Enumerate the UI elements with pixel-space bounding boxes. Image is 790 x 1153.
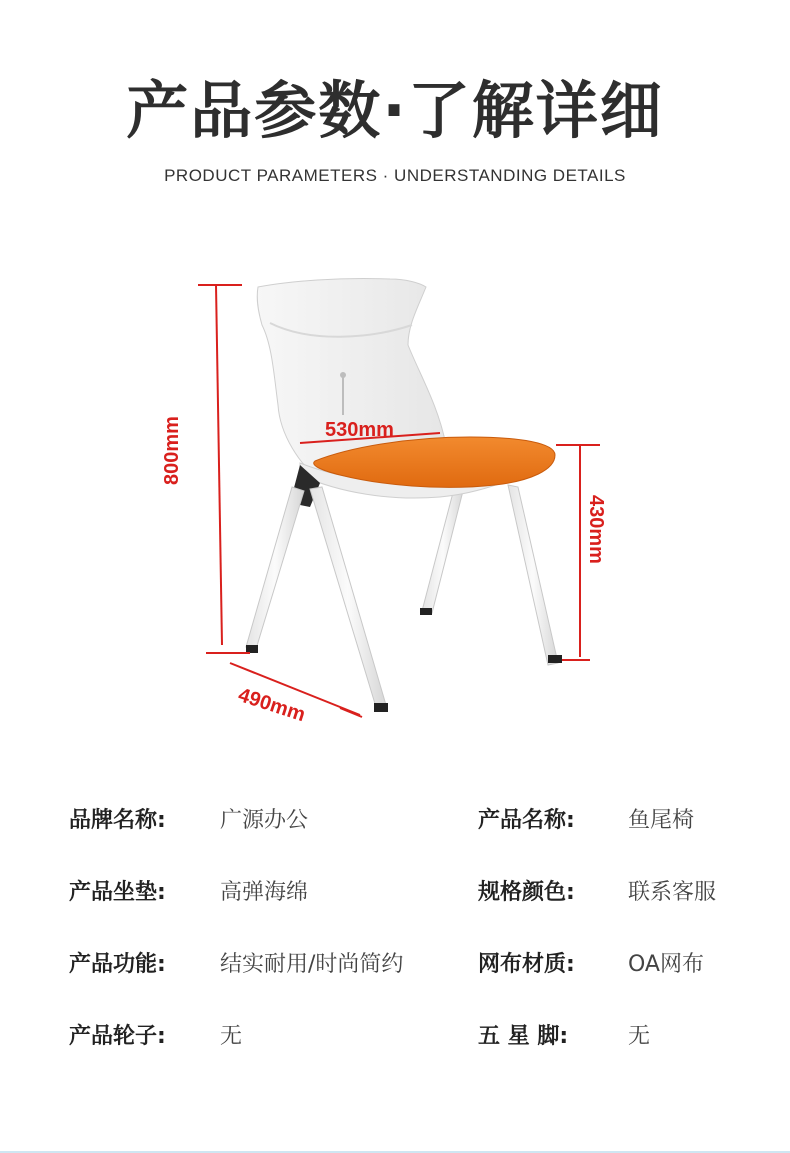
spec-row xyxy=(0,800,790,840)
spec-label: 产品名称: xyxy=(478,808,575,833)
page-title: 产品参数·了解详细 xyxy=(126,74,664,147)
spec-label: 产品轮子: xyxy=(69,1024,166,1049)
dim-seat-height-label: 430mm xyxy=(585,495,607,564)
back-leg-left xyxy=(422,485,464,613)
page-subtitle: PRODUCT PARAMETERS · UNDERSTANDING DETAILS xyxy=(164,166,626,185)
spec-label: 规格颜色: xyxy=(478,880,575,905)
spec-value: 广源办公 xyxy=(220,808,309,833)
foot-front-left xyxy=(246,645,258,653)
foot-back-left xyxy=(420,608,432,615)
spec-label: 品牌名称: xyxy=(69,808,166,833)
spec-value: 联系客服 xyxy=(628,880,717,905)
dim-height-label: 800mm xyxy=(161,416,183,485)
foot-back-right xyxy=(548,655,562,663)
spec-row xyxy=(0,872,790,912)
spec-label: 五 星 脚: xyxy=(478,1024,569,1049)
front-leg-right xyxy=(310,487,386,707)
spec-value: 鱼尾椅 xyxy=(628,808,695,833)
spec-label: 产品坐垫: xyxy=(69,880,166,905)
dim-height-line xyxy=(216,285,222,645)
spec-label: 网布材质: xyxy=(478,952,575,977)
chair-dimension-figure xyxy=(150,265,650,735)
chair-illustration xyxy=(150,265,650,735)
spec-value: 结实耐用/时尚简约 xyxy=(220,952,404,977)
spec-row xyxy=(0,1016,790,1056)
dim-depth-label: 490mm xyxy=(235,684,308,727)
spec-row xyxy=(0,944,790,984)
spec-value: 高弹海绵 xyxy=(220,880,309,905)
spec-value: OA网布 xyxy=(628,952,704,977)
spec-label: 产品功能: xyxy=(69,952,166,977)
spec-table xyxy=(0,800,790,1080)
front-leg-left xyxy=(246,487,304,649)
foot-front-right xyxy=(374,703,388,712)
spec-value: 无 xyxy=(220,1024,243,1049)
dim-width-label: 530mm xyxy=(325,419,394,441)
back-leg-right xyxy=(508,485,558,665)
spec-value: 无 xyxy=(628,1024,651,1049)
